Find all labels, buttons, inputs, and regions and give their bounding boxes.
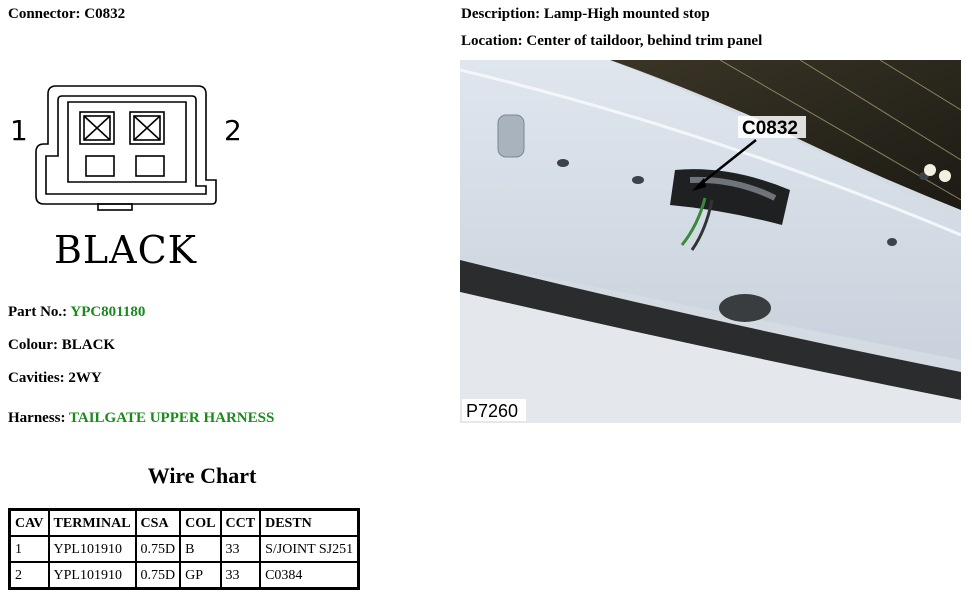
pin-2-label: 2 [224, 114, 242, 147]
table-row [10, 536, 359, 562]
cell-col: GP [180, 562, 220, 589]
header-cct: CCT [221, 510, 261, 537]
part-number-link[interactable]: YPC801180 [70, 304, 146, 320]
cell-terminal: YPL101910 [49, 536, 136, 562]
header-cav: CAV [10, 510, 49, 537]
description-label: Description: [461, 6, 541, 22]
description-value: Lamp-High mounted stop [543, 6, 710, 22]
table-header-row [10, 510, 359, 537]
cell-cct: 33 [221, 536, 261, 562]
cell-terminal: YPL101910 [49, 562, 136, 589]
pin-1-label: 1 [10, 114, 28, 147]
header-col: COL [180, 510, 220, 537]
connector-face-diagram [4, 78, 254, 273]
cell-cav: 2 [10, 562, 49, 589]
drawing-color-text: BLACK [54, 228, 198, 272]
cavities-label: Cavities: [8, 370, 65, 386]
cell-cct: 33 [221, 562, 261, 589]
cell-cav: 1 [10, 536, 49, 562]
connector-value: C0832 [84, 6, 126, 22]
cavities-value: 2WY [68, 370, 102, 386]
colour-label: Colour: [8, 337, 58, 353]
photo-callout-label: C0832 [742, 118, 798, 139]
cavities-field [8, 370, 102, 387]
connector-label: Connector: [8, 6, 81, 22]
connector-field [8, 6, 125, 23]
wire-chart-table [8, 508, 360, 590]
location-photo [460, 60, 961, 423]
cell-destn: S/JOINT SJ251 [260, 536, 359, 562]
location-field [461, 33, 762, 50]
colour-field [8, 337, 115, 354]
header-destn: DESTN [260, 510, 359, 537]
harness-field [8, 410, 274, 427]
location-value: Center of taildoor, behind trim panel [526, 33, 763, 49]
cell-destn: C0384 [260, 562, 359, 589]
cell-csa: 0.75D [136, 562, 181, 589]
harness-link[interactable]: TAILGATE UPPER HARNESS [68, 410, 275, 426]
part-label: Part No.: [8, 304, 68, 320]
table-row [10, 562, 359, 589]
location-label: Location: [461, 33, 523, 49]
description-field [461, 6, 710, 23]
header-csa: CSA [136, 510, 181, 537]
cell-csa: 0.75D [136, 536, 181, 562]
cell-col: B [180, 536, 220, 562]
part-field [8, 304, 145, 321]
photo-reference-label: P7260 [466, 401, 519, 421]
colour-value: BLACK [61, 337, 116, 353]
harness-label: Harness: [8, 410, 66, 426]
header-terminal: TERMINAL [49, 510, 136, 537]
wire-chart-title: Wire Chart [147, 463, 257, 488]
